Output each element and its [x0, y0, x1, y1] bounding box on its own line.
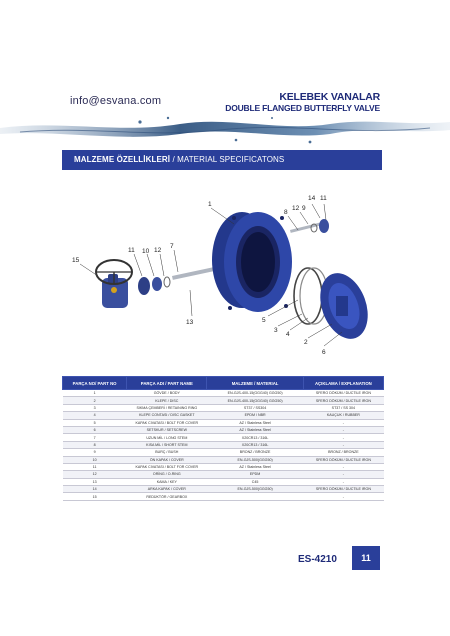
left-cover-parts [138, 277, 170, 295]
cell-part-name: KLEPE / DISC [127, 397, 207, 404]
table-row [63, 471, 384, 478]
cell-part-no: 12 [63, 471, 127, 478]
cell-material: EN-GJS-500(GGG50) [207, 456, 303, 463]
cell-material: AZ / Stainless Steel [207, 426, 303, 433]
cell-part-name: SETSKUR / SETSCREW [127, 426, 207, 433]
cell-explanation: BRONZ / BRONZE [303, 449, 383, 456]
cell-explanation: - [303, 463, 383, 470]
diagram-label-12-left: 12 [154, 247, 162, 254]
table-row [63, 397, 384, 404]
table-row [63, 493, 384, 500]
model-number: ES-4210 [298, 554, 337, 565]
cell-material: ST37 / SS304 [207, 404, 303, 411]
cell-material: AZ / Stainless Steel [207, 463, 303, 470]
valve-disc-illustration [312, 267, 377, 346]
table-row [63, 404, 384, 411]
cell-part-name: KAMA / KEY [127, 478, 207, 485]
material-spec-table [62, 376, 384, 501]
table-row [63, 478, 384, 485]
cell-material [207, 493, 303, 500]
cell-explanation: - [303, 478, 383, 485]
cell-material: EN-GJS-400-15(GGG40) GGG50) [207, 390, 303, 397]
cell-explanation: - [303, 419, 383, 426]
cell-part-name: KAPAK CIVATASI / BOLT FOR COVER [127, 419, 207, 426]
cell-explanation: - [303, 471, 383, 478]
cell-part-no: 8 [63, 441, 127, 448]
diagram-label-12-right: 12 [292, 205, 300, 212]
exploded-valve-diagram [62, 178, 384, 368]
table-row [63, 449, 384, 456]
cell-explanation: SFERO DÖKÜM / DUCTILE IRON [303, 486, 383, 493]
cell-part-no: 7 [63, 434, 127, 441]
cell-part-no: 10 [63, 456, 127, 463]
diagram-label-9: 9 [302, 205, 306, 212]
cell-part-name: UZUN MİL / LONG STEM [127, 434, 207, 441]
cell-part-no: 6 [63, 426, 127, 433]
cell-material: EPDM / NBR [207, 412, 303, 419]
cell-part-no: 3 [63, 404, 127, 411]
table-header-row [63, 377, 384, 390]
cell-part-name: KISA MİL / SHORT STEM [127, 441, 207, 448]
cell-explanation: KAUÇUK / RUBBER [303, 412, 383, 419]
section-title-light: MATERIAL SPECIFICATONS [177, 155, 285, 164]
diagram-label-3: 3 [274, 327, 278, 334]
cell-part-name: ARKA KAPAK / COVER [127, 486, 207, 493]
cell-part-name: GÖVDE / BODY [127, 390, 207, 397]
column-header-part-no: PARÇA NO/ PART NO [63, 377, 127, 390]
cell-part-no: 9 [63, 449, 127, 456]
page-number: 11 [352, 546, 380, 570]
diagram-label-2: 2 [304, 339, 308, 346]
table-row [63, 434, 384, 441]
cell-explanation: - [303, 426, 383, 433]
cell-part-name: BURÇ / BUSH [127, 449, 207, 456]
cell-part-name: SIKMA ÇEMBERİ / RETAINING RING [127, 404, 207, 411]
cell-material: BRONZ / BRONZE [207, 449, 303, 456]
diagram-label-6: 6 [322, 349, 326, 356]
section-title-bold: MALZEME ÖZELLİKLERİ [74, 155, 171, 164]
table-row [63, 390, 384, 397]
table-row [63, 412, 384, 419]
cell-material: X20CR13 / 316L [207, 441, 303, 448]
diagram-label-7: 7 [170, 243, 174, 250]
diagram-label-8: 8 [284, 209, 288, 216]
column-header-material: MALZEME / MATERIAL [207, 377, 303, 390]
cell-material: EN-GJS-500(GGG50) [207, 486, 303, 493]
column-header-part-name: PARÇA ADI / PART NAME [127, 377, 207, 390]
page-title-tr: KELEBEK VANALAR [279, 91, 380, 103]
cell-explanation: SFERO DÖKÜM / DUCTILE IRON [303, 456, 383, 463]
cell-part-name: ÖN KAPAK / COVER [127, 456, 207, 463]
water-splash-graphic [0, 112, 450, 148]
short-stem-illustration [290, 219, 329, 233]
cell-material: EPDM [207, 471, 303, 478]
diagram-label-13: 13 [186, 319, 194, 326]
cell-material: EN-GJS-400-15(GGG40) GGG50) [207, 397, 303, 404]
diagram-label-10: 10 [142, 248, 150, 255]
cell-part-no: 14 [63, 486, 127, 493]
cell-explanation: ST37 / SS 304 [303, 404, 383, 411]
cell-material: X20CR13 / 316L [207, 434, 303, 441]
diagram-label-15: 15 [72, 257, 80, 264]
valve-body-illustration [212, 212, 292, 312]
diagram-label-5: 5 [262, 317, 266, 324]
cell-part-name: KLEPE CONTASI / DISC GASKET [127, 412, 207, 419]
diagram-label-11-right: 11 [320, 195, 327, 202]
cell-part-name: ORİNG / O-RING [127, 471, 207, 478]
diagram-label-11-left: 11 [128, 247, 135, 254]
email-address: info@esvana.com [70, 95, 162, 107]
cell-explanation: - [303, 434, 383, 441]
cell-part-no: 4 [63, 412, 127, 419]
cell-explanation: - [303, 441, 383, 448]
table-row [63, 486, 384, 493]
cell-part-no: 5 [63, 419, 127, 426]
gearbox-illustration [96, 260, 132, 308]
cell-part-no: 15 [63, 493, 127, 500]
cell-part-name: REDÜKTÖR / GEARBOX [127, 493, 207, 500]
section-title-sep: / [170, 155, 178, 164]
diagram-label-4: 4 [286, 331, 290, 338]
cell-material: C45 [207, 478, 303, 485]
table-row [63, 426, 384, 433]
cell-part-no: 1 [63, 390, 127, 397]
cell-explanation: SFERO DÖKÜM / DUCTILE IRON [303, 397, 383, 404]
diagram-label-1: 1 [208, 201, 212, 208]
page-title-en: DOUBLE FLANGED BUTTERFLY VALVE [225, 103, 380, 113]
cell-part-no: 11 [63, 463, 127, 470]
table-row [63, 456, 384, 463]
column-header-explanation: AÇIKLAMA / EXPLANATION [303, 377, 383, 390]
cell-material: AZ / Stainless Steel [207, 419, 303, 426]
diagram-label-14: 14 [308, 195, 316, 202]
table-row [63, 441, 384, 448]
cell-part-name: KAPAK CIVATASI / BOLT FOR COVER [127, 463, 207, 470]
section-banner [62, 150, 382, 170]
cell-part-no: 2 [63, 397, 127, 404]
table-row [63, 419, 384, 426]
cell-explanation: - [303, 493, 383, 500]
cell-part-no: 13 [63, 478, 127, 485]
table-row [63, 463, 384, 470]
cell-explanation: SFERO DÖKÜM / DUCTILE IRON [303, 390, 383, 397]
